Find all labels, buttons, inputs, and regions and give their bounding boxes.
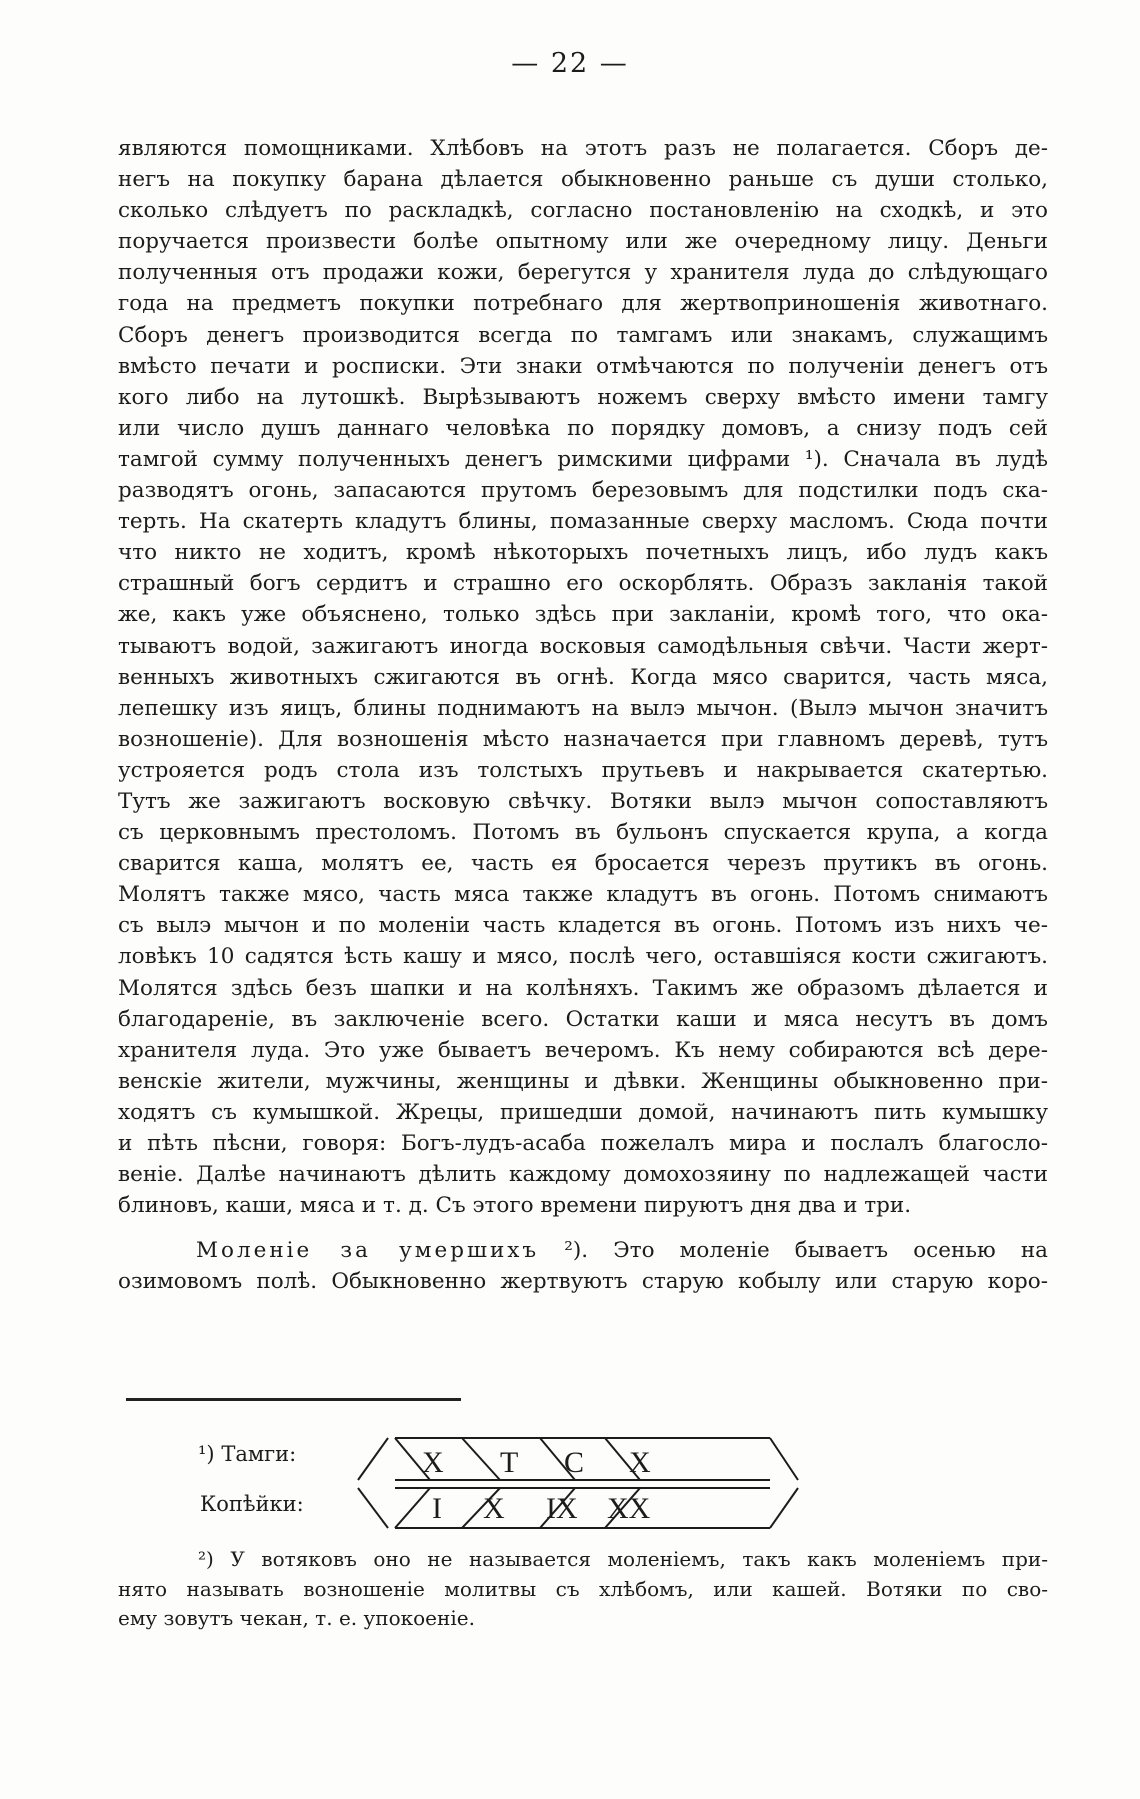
main-paragraph [118, 133, 1048, 1297]
tally-stick-diagram [350, 1430, 870, 1540]
text-line: веніе. Далѣе начинаютъ дѣлить каждому домохозяину по надлежащей части [118, 1162, 1048, 1188]
text-line: кого либо на лутошкѣ. Вырѣзываютъ ножемъ сверху вмѣсто имени тамгу [118, 384, 1048, 410]
text-line: являются помощниками. Хлѣбовъ на этотъ разъ не полагается. Сборъ де- [118, 136, 1048, 161]
text-line: блиновъ, каши, мяса и т. д. Съ этого времени пируютъ дня два и три. [118, 1193, 912, 1219]
footnote-line: ²) У вотяковъ оно не называется моленіемъ, такъ какъ моленіемъ при- [198, 1547, 1048, 1571]
section-heading: Моленіе за умершихъ [196, 1238, 540, 1264]
tamga-sign: C [564, 1446, 585, 1479]
footnote-marker: ¹) [198, 1442, 215, 1466]
footnote-line: нято называть возношеніе молитвы съ хлѣбомъ, или кашей. Вотяки по сво- [118, 1576, 1048, 1601]
text-line: полученныя отъ продажи кожи, берегутся у хранителя луда до слѣдующаго [118, 260, 1048, 286]
text-line: года на предметъ покупки потребнаго для жертвоприношенія животнаго. [118, 291, 1048, 317]
text-line: же, какъ уже объяснено, только здѣсь при закланіи, кромѣ того, что ока- [118, 602, 1048, 628]
text-line: Тутъ же зажигаютъ восковую свѣчку. Вотяки вылэ мычон сопоставляютъ [118, 788, 1048, 814]
footnote-separator [126, 1398, 461, 1401]
text-line: устрояется родъ стола изъ толстыхъ прутьевъ и накрывается скатертью. [118, 757, 1048, 783]
page-number: — 22 — [511, 48, 629, 79]
text-line: тамгой сумму полученныхъ денегъ римскими цифрами ¹). Сначала въ лудѣ [118, 446, 1048, 472]
text-line: озимовомъ полѣ. Обыкновенно жертвуютъ старую кобылу или старую коро- [118, 1269, 1048, 1295]
text-line: Сборъ денегъ производится всегда по тамгамъ или знакамъ, служащимъ [118, 322, 1048, 348]
tamga-sign: X [422, 1446, 444, 1479]
footnote-line: ему зовутъ чекан, т. е. упокоеніе. [118, 1606, 475, 1630]
text-line: негъ на покупку барана дѣлается обыкновенно раньше съ души столько, [118, 167, 1048, 193]
footnote2 [118, 1545, 1048, 1634]
tamgi-label: Тамги: [221, 1442, 297, 1466]
text-line: страшный богъ сердитъ и страшно его оскорблять. Образъ закланія такой [118, 571, 1048, 597]
text-line: вмѣсто печати и росписки. Эти знаки отмѣчаются по полученіи денегъ отъ [118, 353, 1048, 379]
kopeiki-value: XX [607, 1492, 651, 1525]
text-line: благодареніе, въ заключеніе всего. Остатки каши и мяса несутъ въ домъ [118, 1006, 1048, 1032]
kopeiki-label: Копѣйки: [200, 1492, 304, 1516]
text-line: или число душъ даннаго человѣка по порядку домовъ, а снизу подъ сей [118, 415, 1048, 441]
section-heading-line [118, 1235, 1048, 1266]
tamga-sign: T [500, 1446, 519, 1479]
text-line: разводятъ огонь, запасаются прутомъ березовымъ для подстилки подъ ска- [118, 478, 1048, 504]
text-line: венныхъ животныхъ сжигаются въ огнѣ. Когда мясо сварится, часть мяса, [118, 664, 1048, 690]
text-line: ходятъ съ кумышкой. Жрецы, пришедши домой, начинаютъ пить кумышку [118, 1099, 1048, 1125]
text-line: лепешку изъ яицъ, блины поднимаютъ на вылэ мычон. (Вылэ мычон значитъ [118, 695, 1048, 721]
text-line: съ вылэ мычон и по моленіи часть кладется въ огонь. Потомъ изъ нихъ че- [118, 913, 1048, 939]
text-line: Молятъ также мясо, часть мяса также кладутъ въ огонь. Потомъ снимаютъ [118, 882, 1048, 908]
kopeiki-value: I [432, 1492, 442, 1525]
footnote1-marker-label [198, 1442, 296, 1466]
text-line: поручается произвести болѣе опытному или же очередному лицу. Деньги [118, 229, 1048, 255]
text-line: сварится каша, молятъ ее, часть ея бросается черезъ прутикъ въ огонь. [118, 851, 1048, 877]
text-line: венскіе жители, мужчины, женщины и дѣвки. Женщины обыкновенно при- [118, 1068, 1048, 1094]
footnote-ref: ²). [564, 1238, 589, 1264]
text-fragment: Это моленіе бываетъ осенью на [613, 1238, 1048, 1264]
text-line: сколько слѣдуетъ по раскладкѣ, согласно постановленію на сходкѣ, и это [118, 198, 1048, 224]
text-line: Молятся здѣсь безъ шапки и на колѣняхъ. Такимъ же образомъ дѣлается и [118, 975, 1048, 1001]
tamga-sign: X [629, 1446, 651, 1479]
text-line: что никто не ходитъ, кромѣ нѣкоторыхъ почетныхъ лицъ, ибо лудъ какъ [118, 540, 1048, 566]
text-line: возношеніе). Для возношенія мѣсто назначается при главномъ деревѣ, тутъ [118, 726, 1048, 752]
text-line: ловѣкъ 10 садятся ѣсть кашу и мясо, послѣ чего, оставшіяся кости сжигаютъ. [118, 944, 1048, 970]
kopeiki-value: X [483, 1492, 505, 1525]
kopeiki-value: IX [546, 1492, 578, 1525]
text-line: и пѣть пѣсни, говоря: Богъ-лудъ-асаба пожелалъ мира и послалъ благосло- [118, 1131, 1048, 1156]
text-line: съ церковнымъ престоломъ. Потомъ въ бульонъ спускается крупа, а когда [118, 820, 1048, 846]
text-line: тываютъ водой, зажигаютъ иногда восковыя самодѣльныя свѣчи. Части жерт- [118, 633, 1048, 659]
text-line: терть. На скатерть кладутъ блины, помазанные сверху масломъ. Сюда почти [118, 509, 1048, 535]
text-line: хранителя луда. Это уже бываетъ вечеромъ. Къ нему собираются всѣ дере- [118, 1037, 1048, 1063]
